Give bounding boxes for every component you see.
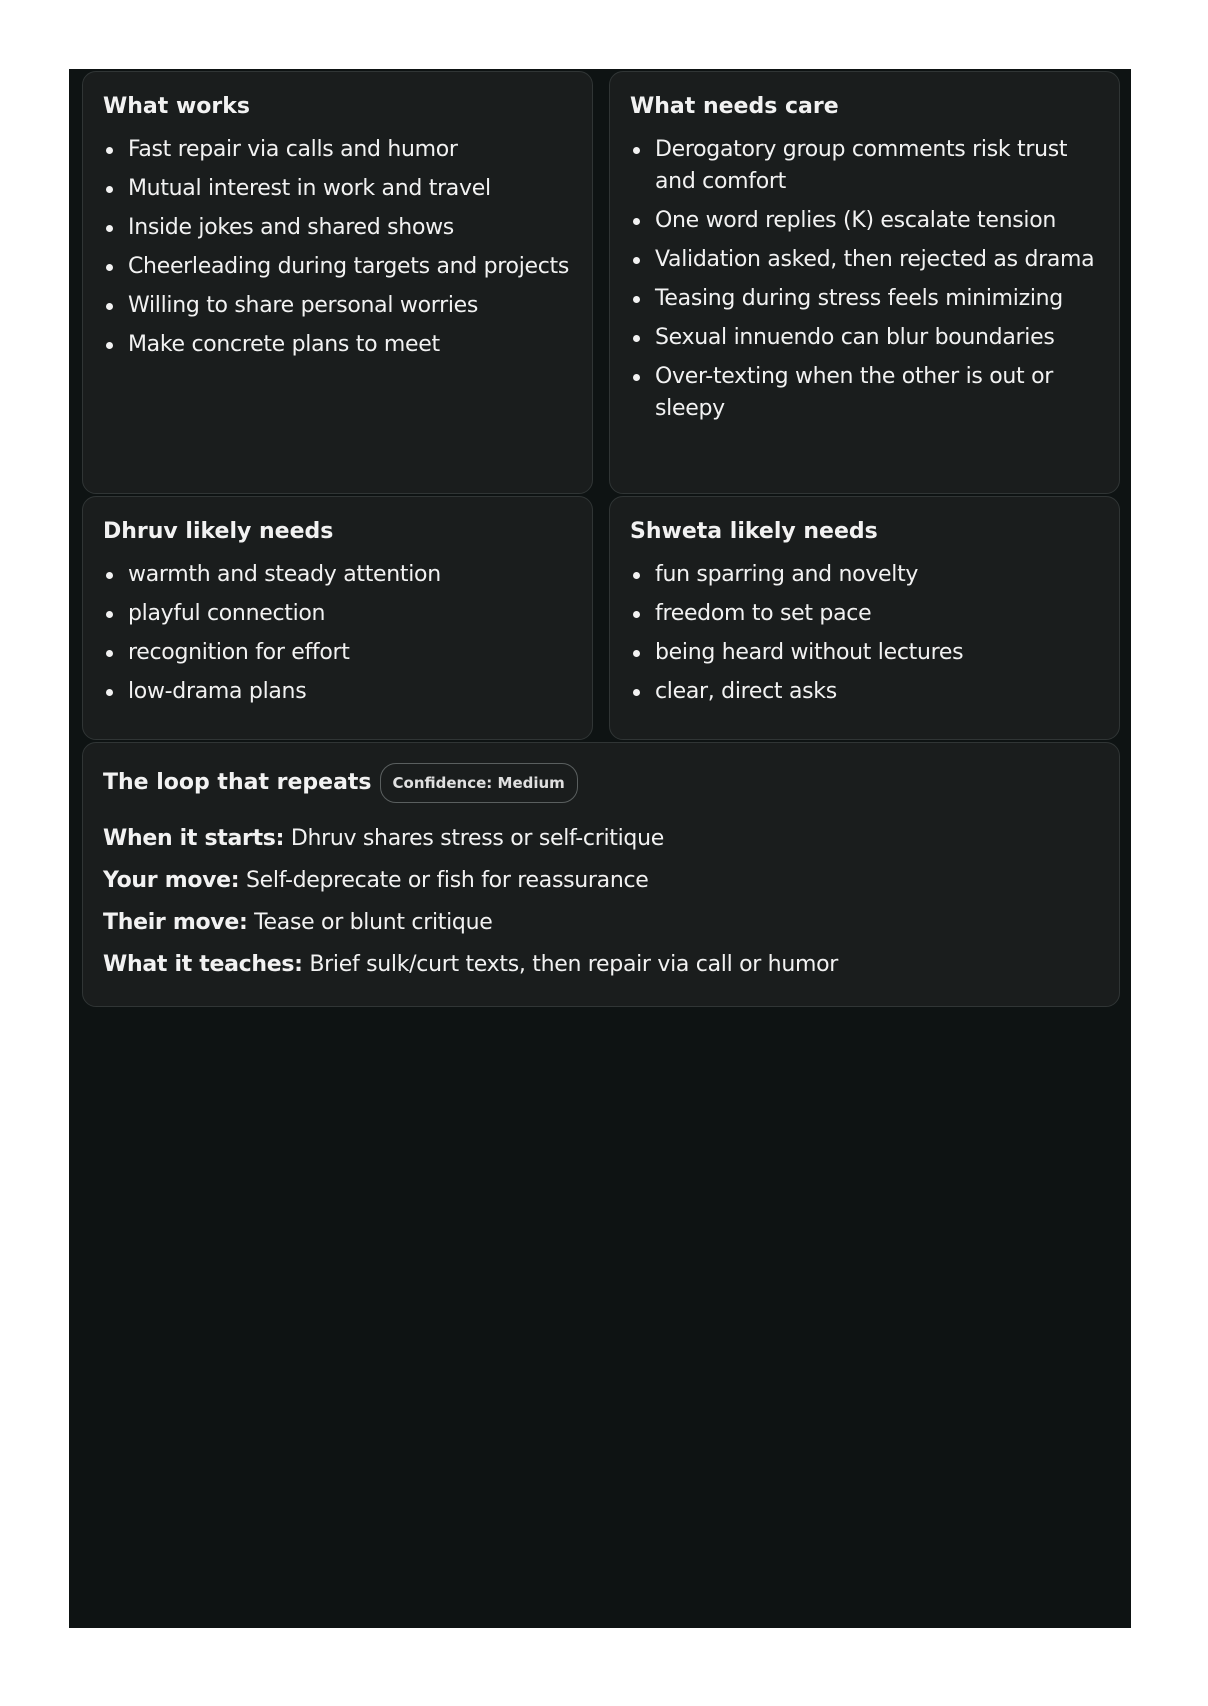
list-item: fun sparring and novelty	[655, 559, 1099, 591]
card-title: The loop that repeats	[103, 770, 372, 795]
works-list	[103, 134, 572, 361]
what-works-card	[82, 71, 593, 494]
list-item: Cheerleading during targets and projects	[128, 251, 572, 283]
card-title: What works	[103, 94, 250, 119]
card-title: What needs care	[630, 94, 839, 119]
care-list	[630, 134, 1099, 425]
loop-row-teaches	[103, 949, 1099, 981]
list-item: Willing to share personal worries	[128, 290, 572, 322]
list-item: Inside jokes and shared shows	[128, 212, 572, 244]
what-needs-care-card	[609, 71, 1120, 494]
list-item: Validation asked, then rejected as drama	[655, 244, 1099, 276]
shweta-list	[630, 559, 1099, 708]
list-item: Fast repair via calls and humor	[128, 134, 572, 166]
row-text: Dhruv shares stress or self-critique	[290, 826, 664, 851]
list-item: Over-texting when the other is out or sleepy	[655, 361, 1099, 425]
dhruv-list	[103, 559, 572, 708]
list-item: One word replies (K) escalate tension	[655, 205, 1099, 237]
row-label: Your move:	[103, 868, 240, 893]
loop-row-start	[103, 823, 1099, 855]
row-label: Their move:	[103, 910, 248, 935]
list-item: recognition for effort	[128, 637, 572, 669]
list-item: freedom to set pace	[655, 598, 1099, 630]
row-label: What it teaches:	[103, 952, 303, 977]
list-item: being heard without lectures	[655, 637, 1099, 669]
list-item: clear, direct asks	[655, 676, 1099, 708]
row-label: When it starts:	[103, 826, 285, 851]
list-item: playful connection	[128, 598, 572, 630]
row-text: Tease or blunt critique	[254, 910, 493, 935]
loop-row-their-move	[103, 907, 1099, 939]
confidence-badge: Confidence: Medium	[380, 763, 578, 803]
list-item: Sexual innuendo can blur boundaries	[655, 322, 1099, 354]
shweta-needs-card	[609, 496, 1120, 740]
card-title: Shweta likely needs	[630, 519, 878, 544]
list-item: Mutual interest in work and travel	[128, 173, 572, 205]
list-item: Teasing during stress feels minimizing	[655, 283, 1099, 315]
loop-title-row	[103, 763, 1099, 803]
row-text: Brief sulk/curt texts, then repair via call or humor	[309, 952, 838, 977]
card-title: Dhruv likely needs	[103, 519, 334, 544]
row-text: Self-deprecate or fish for reassurance	[246, 868, 649, 893]
loop-card	[82, 742, 1120, 1007]
list-item: Make concrete plans to meet	[128, 329, 572, 361]
dhruv-needs-card	[82, 496, 593, 740]
list-item: warmth and steady attention	[128, 559, 572, 591]
list-item: Derogatory group comments risk trust and comfort	[655, 134, 1099, 198]
list-item: low-drama plans	[128, 676, 572, 708]
loop-row-your-move	[103, 865, 1099, 897]
